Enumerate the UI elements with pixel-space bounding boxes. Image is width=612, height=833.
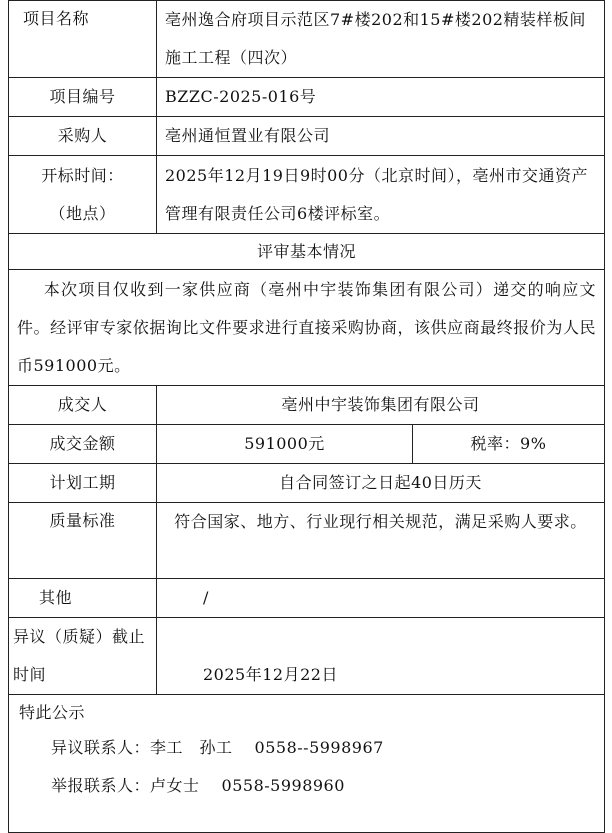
row-winner [9, 386, 605, 425]
objection-contact-label: 异议联系人： [51, 738, 151, 757]
report-contact-name: 卢女士 [150, 776, 200, 795]
opening-label-time: 开标时间： [41, 165, 124, 185]
report-contact-phone: 0558-5998960 [221, 776, 345, 795]
review-paragraph-text: 本次项目仅收到一家供应商（亳州中宇装饰集团有限公司）递交的响应文件。经评审专家依据询比文件要求进行直接采购协商，该供应商最终报价为人民币591000元。 [17, 279, 596, 375]
other-label: 其他 [9, 579, 157, 618]
purchaser-label: 采购人 [9, 117, 157, 156]
row-project-name [9, 1, 605, 78]
objection-deadline-value: 2025年12月22日 [157, 618, 605, 695]
amount-label: 成交金额 [9, 425, 157, 464]
review-section-title: 评审基本情况 [9, 234, 605, 270]
row-opening [9, 156, 605, 234]
winner-value: 亳州中宇装饰集团有限公司 [157, 386, 605, 425]
row-amount [9, 425, 605, 464]
objection-deadline-label: 异议（质疑）截止时间 [9, 618, 157, 695]
project-number-label: 项目编号 [9, 78, 157, 117]
award-notice-table [8, 0, 605, 833]
row-project-number [9, 78, 605, 117]
row-objection-deadline [9, 618, 605, 695]
quality-label: 质量标准 [9, 503, 157, 579]
row-footer [9, 695, 605, 833]
report-contact-label: 举报联系人： [51, 776, 151, 795]
quality-value: 符合国家、地方、行业现行相关规范，满足采购人要求。 [157, 503, 605, 579]
period-value: 自合同签订之日起40日历天 [157, 464, 605, 503]
opening-value: 2025年12月19日9时00分（北京时间），亳州市交通资产管理有限责任公司6楼评标室。 [157, 156, 605, 234]
purchaser-value: 亳州通恒置业有限公司 [157, 117, 605, 156]
row-purchaser [9, 117, 605, 156]
row-review-text [9, 270, 605, 386]
row-period [9, 464, 605, 503]
objection-contact-line [19, 729, 594, 767]
project-name-value: 亳州逸合府项目示范区7#楼202和15#楼202精装样板间施工工程（四次） [157, 1, 605, 78]
winner-label: 成交人 [9, 386, 157, 425]
row-other [9, 579, 605, 618]
tax-rate: 税率：9% [413, 425, 605, 464]
row-review-header [9, 234, 605, 270]
row-quality [9, 503, 605, 579]
opening-label-place: （地点） [49, 203, 116, 223]
footer-title: 特此公示 [19, 703, 86, 722]
amount-value: 591000元 [157, 425, 413, 464]
opening-label [9, 156, 157, 234]
review-paragraph [9, 270, 605, 386]
other-value: / [157, 579, 605, 618]
project-number-value: BZZC-2025-016号 [157, 78, 605, 117]
footer-section [9, 695, 605, 833]
objection-contact-phone: 0558--5998967 [254, 738, 384, 757]
report-contact-line [19, 767, 594, 805]
period-label: 计划工期 [9, 464, 157, 503]
project-name-label: 项目名称 [9, 1, 157, 78]
objection-contact-names: 李工 孙工 [150, 738, 233, 757]
